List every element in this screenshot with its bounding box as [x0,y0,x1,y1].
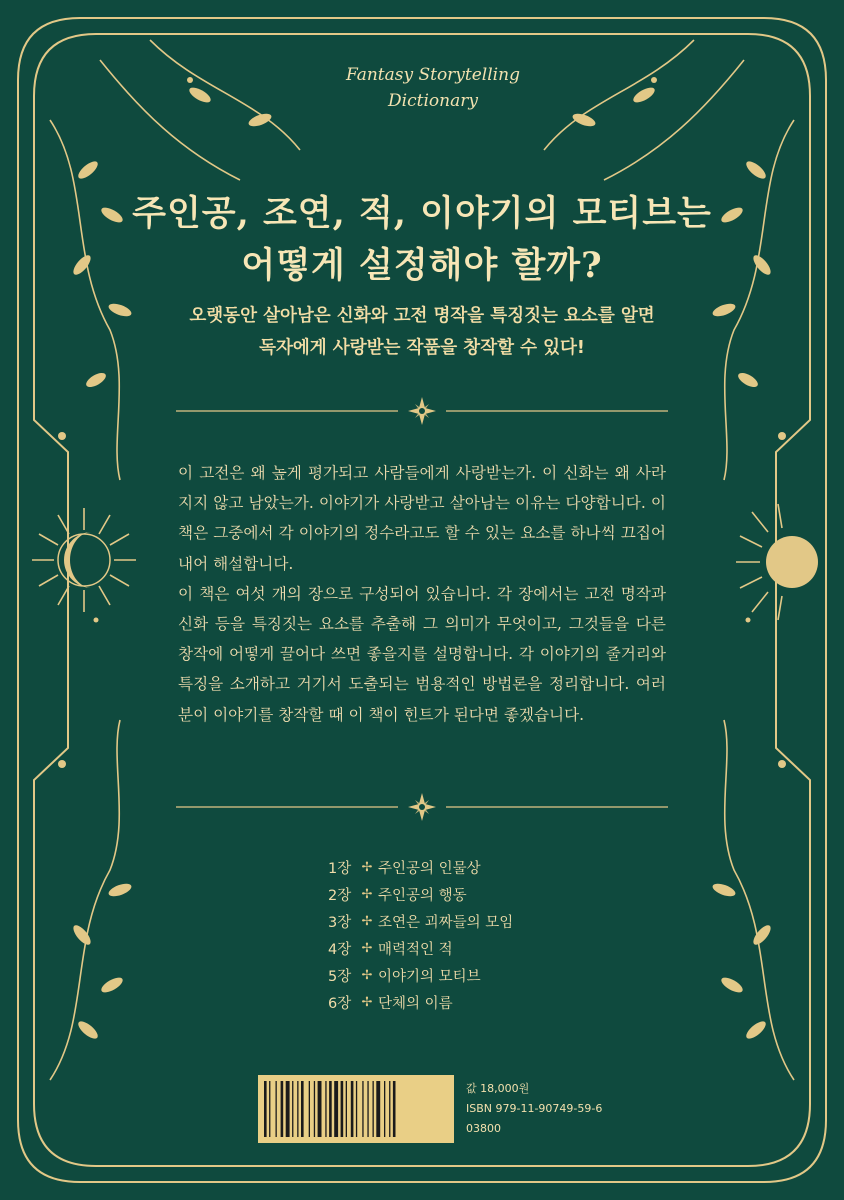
barcode-bar [393,1081,396,1137]
barcode-bar [286,1081,290,1137]
barcode-bar [367,1081,368,1137]
toc-chapter-number: 5장 [328,969,352,985]
barcode-bar [269,1081,270,1137]
barcode-bar [318,1081,322,1137]
english-title-line: Dictionary [388,91,478,111]
headline [120,188,724,292]
description-paragraph: 이 고전은 왜 높게 평가되고 사람들에게 사랑받는가. 이 신화는 왜 사라지지 않고 남았는가. 이야기가 사랑받고 살아남는 이유는 다양합니다. 이 책은 그중에서 각 이야기의 정수라고도 할 수 있는 요소를 하나씩 끄집어내어 해설합니다. [178,464,666,573]
description-text [178,458,666,730]
addon-code-label: 03800 [466,1122,501,1135]
toc-chapter-number: 3장 [328,915,352,931]
barcode-bar [356,1081,357,1137]
fleur-icon: ✢ [361,941,373,956]
compass-star-icon [408,397,436,425]
price-label: 값 18,000원 [466,1082,530,1095]
toc-item [328,989,568,1016]
fleur-icon: ✢ [361,914,373,929]
barcode-bar [334,1081,338,1137]
headline-line: 어떻게 설정해야 할까? [241,245,603,286]
fleur-icon: ✢ [361,887,373,902]
toc-chapter-title: 조연은 괴짜들의 모임 [378,915,514,931]
barcode-bar [384,1081,385,1137]
barcode-bar [341,1081,344,1137]
barcode-bar [309,1081,310,1137]
sun-icon [32,508,136,612]
barcode-bar [276,1081,277,1137]
price-isbn-block [466,1079,626,1139]
toc-item [328,881,568,908]
toc-chapter-number: 1장 [328,861,352,877]
divider-bottom [176,792,668,822]
barcode-bar [325,1081,326,1137]
toc-item [328,962,568,989]
barcode-bar [292,1081,293,1137]
toc-chapter-title: 매력적인 적 [378,942,453,958]
toc-chapter-number: 2장 [328,888,352,904]
headline-line: 주인공, 조연, 적, 이야기의 모티브는 [132,193,712,234]
barcode-bar [346,1081,347,1137]
english-title-line: Fantasy Storytelling [346,65,520,85]
english-title [328,62,538,114]
toc-chapter-title: 이야기의 모티브 [378,969,481,985]
barcode-bar [351,1081,354,1137]
barcode-bar [264,1081,267,1137]
compass-star-icon [408,793,436,821]
barcode-bar [314,1081,315,1137]
fleur-icon: ✢ [361,860,373,875]
barcode-bar [297,1081,298,1137]
fleur-icon: ✢ [361,995,373,1010]
description-paragraph: 이 책은 여섯 개의 장으로 구성되어 있습니다. 각 장에서는 고전 명작과 신화 등을 특징짓는 요소를 추출해 그 의미가 무엇이고, 그것들을 다른 창작에 어떻게 끌어다 쓰면 좋을지를 설명합니다. 각 이야기의 줄거리와 특징을 소개하고 거기서 도출되는 범용적인 방법론을 정리합니다. 여러분이 이야기를 창작할 때 이 책이 힌트가 된다면 좋겠습니다. [178,584,666,724]
toc-item [328,908,568,935]
barcode-bar [301,1081,304,1137]
fleur-icon: ✢ [361,968,373,983]
toc-chapter-title: 주인공의 행동 [378,888,467,904]
isbn-label: ISBN 979-11-90749-59-6 [466,1102,603,1115]
barcode-bar [281,1081,284,1137]
toc-chapter-number: 6장 [328,996,352,1012]
barcode-bar [376,1081,380,1137]
divider-top [176,396,668,426]
toc-item [328,854,568,881]
subheadline [140,300,704,364]
toc-chapter-title: 주인공의 인물상 [378,861,481,877]
barcode-bar [362,1081,363,1137]
toc-item [328,935,568,962]
barcode-bar [389,1081,390,1137]
subheadline-line: 오랫동안 살아남은 신화와 고전 명작을 특징짓는 요소를 알면 [189,306,655,326]
toc-chapter-title: 단체의 이름 [378,996,453,1012]
subheadline-line: 독자에게 사랑받는 작품을 창작할 수 있다! [259,338,585,358]
toc-chapter-number: 4장 [328,942,352,958]
barcode-bar [329,1081,332,1137]
barcode-bar [373,1081,374,1137]
table-of-contents [328,854,568,1016]
barcode [264,1081,448,1137]
